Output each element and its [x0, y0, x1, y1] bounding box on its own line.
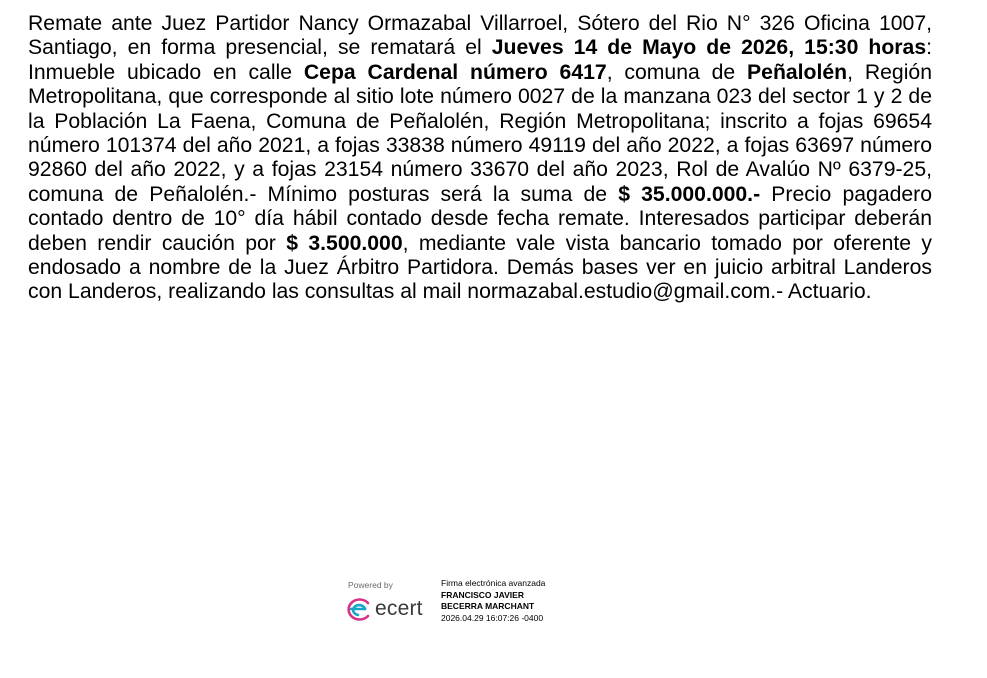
- comuna-name: Peñalolén: [747, 60, 848, 84]
- minimum-bid-amount: $ 35.000.000.-: [618, 182, 761, 206]
- notice-text-property: : Inmueble ubicado en calle: [28, 36, 932, 84]
- signer-name-line1: FRANCISCO JAVIER: [441, 589, 524, 600]
- signature-timestamp: 2026.04.29 16:07:26 -0400: [441, 612, 544, 623]
- signature-details: [441, 578, 545, 624]
- powered-by-label: Powered by: [348, 580, 393, 590]
- signer-name-line2: BECERRA MARCHANT: [441, 601, 535, 611]
- ecert-logo: [343, 594, 423, 624]
- property-address: Cepa Cardenal número 6417: [303, 60, 607, 84]
- ecert-brand-name: ecert: [375, 597, 423, 620]
- ecert-logo-icon: [343, 595, 373, 623]
- notice-text-payment: Precio pagadero contado dentro de 10° día hábil contado desde fecha remate. Interesados participar deberán deben rendir caución por: [28, 182, 933, 255]
- signature-type: Firma electrónica avanzada: [441, 578, 546, 588]
- auction-notice: [28, 12, 932, 305]
- notice-text-closing: , mediante vale vista bancario tomado por oferente y endosado a nombre de la Juez Árbitro Partidora. Demás bases ver en juicio arbitral Landeros con Landeros, realizando las consultas al mail normazabal.estudio@gmail.com.- Actuario.: [28, 231, 932, 304]
- electronic-signature-block: [343, 576, 603, 640]
- notice-text-intro: Remate ante Juez Partidor Nancy Ormazabal Villarroel, Sótero del Rio N° 326 Oficina 1007, Santiago, en forma presencial, se rematará el: [28, 12, 932, 60]
- auction-date-time: Jueves 14 de Mayo de 2026, 15:30 horas: [491, 36, 927, 60]
- notice-text-details: , Región Metropolitana, que corresponde al sitio lote número 0027 de la manzana 023 del sector 1 y 2 de la Población La Faena, Comuna de Peñalolén, Región Metropolitana; inscrito a fojas 69654 número 101374 del año 2021, a fojas 33838 número 49119 del año 2022, a fojas 63697 número 92860 del año 2022, y a fojas 23154 número 33670 del año 2023, Rol de Avalúo Nº 6379-25, comuna de Peñalolén.- Mínimo posturas será la suma de: [28, 60, 932, 206]
- guarantee-amount: $ 3.500.000: [286, 231, 403, 255]
- notice-text-comuna: , comuna de: [606, 60, 748, 84]
